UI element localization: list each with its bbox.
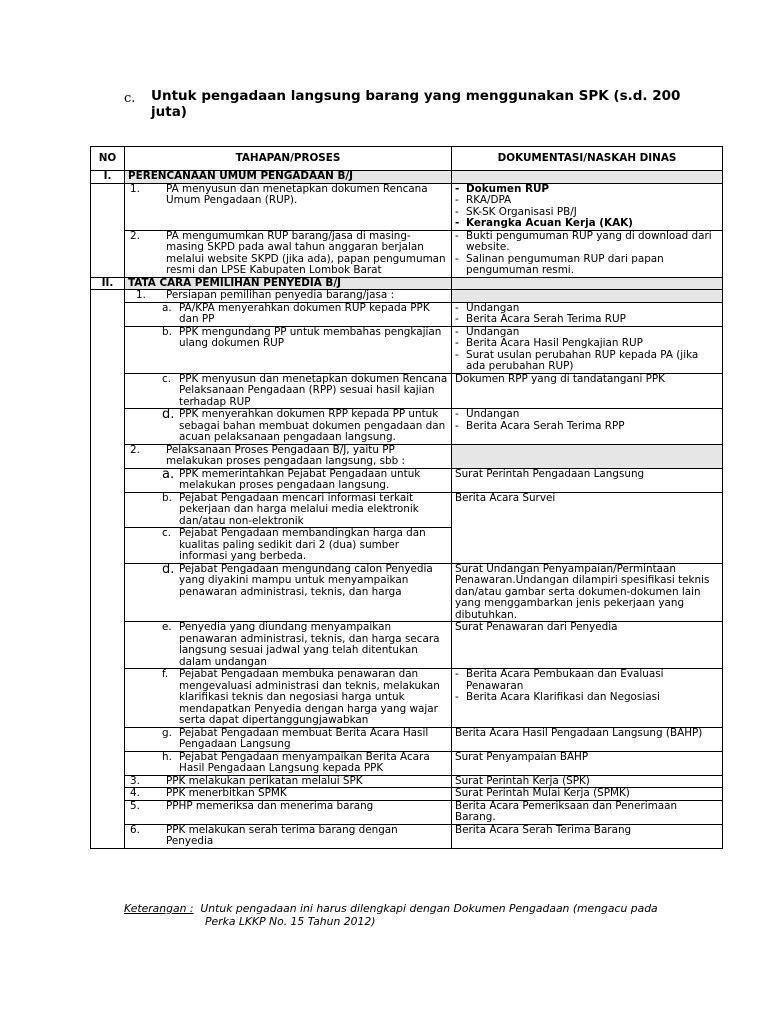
table-row [91,183,723,230]
doc-item: Undangan [466,325,520,338]
step-text: Pelaksanaan Proses Pengadaan B/J, yaitu PP melakukan proses pengadaan langsung, sbb : [166,443,406,467]
sub-letter: f. [162,668,169,680]
procedure-table [90,146,723,849]
doc-item: Undangan [466,408,520,420]
step-number: 1. [130,182,140,195]
table-row [91,326,723,373]
doc-item: Salinan pengumuman RUP dari papan pengumuman resmi. [466,252,664,276]
doc-item: Kerangka Acuan Kerja (KAK) [466,217,633,229]
doc-item: Berita Acara Serah Terima RPP [466,419,625,432]
doc-cell: Dokumen RPP yang di tandatangani PPK [452,373,723,409]
doc-cell: - Undangan - Berita Acara Serah Terima RPP [452,409,723,445]
section-row [91,171,723,184]
sub-cell [125,492,452,528]
sub-text: Pejabat Pengadaan mengundang calon Penyedia yang diyakini mampu untuk menyampaikan penawaran administrasi, teknis, dan harga [179,562,433,598]
table-row [91,563,723,622]
table-row [91,230,723,277]
sub-text: PPK mengundang PP untuk membahas pengkajian ulang dokumen RUP [179,325,442,349]
step-text: PA mengumumkan RUP barang/jasa di masing-masing SKPD pada awal tahun anggaran berjalan melalui website SKPD (jika ada), papan pengumuman resmi dan LPSE Kabupaten Lombok Barat [166,229,446,276]
doc-cell: Berita Acara Pemeriksaan dan Penerimaan Barang. [452,800,723,824]
step-text: PPK menerbitkan SPMK [166,787,287,799]
step-cell [125,824,452,848]
sub-cell [125,373,452,409]
doc-cell [452,290,723,303]
doc-item: Undangan [466,301,520,314]
doc-item: Berita Acara Serah Terima RUP [466,313,626,325]
step-cell [125,183,452,230]
sub-letter: b. [162,325,172,338]
step-cell [125,775,452,788]
step-cell [125,800,452,824]
doc-cell: Berita Acara Survei [452,492,723,563]
table-row [91,775,723,788]
footnote-line2: Perka LKKP No. 15 Tahun 2012) [205,914,376,928]
step-number: 2. [130,229,140,242]
table-row [91,669,723,728]
sub-text: Pejabat Pengadaan membandingkan harga dan kualitas paling sedikit dari 2 (dua) sumber informasi yang berbeda. [179,527,426,562]
table-row [91,622,723,669]
footnote [124,903,724,928]
doc-item: Berita Acara Hasil Pengkajian RUP [466,337,643,349]
section-title: TATA CARA PEMILIHAN PENYEDIA B/J [125,277,452,290]
sub-cell [125,326,452,373]
sub-cell [125,528,452,564]
header-tahapan: TAHAPAN/PROSES [125,147,452,171]
doc-cell: Berita Acara Hasil Pengadaan Langsung (BAHP) [452,727,723,751]
step-text: PPHP memeriksa dan menerima barang [166,799,374,812]
step-number: 2. [130,443,140,456]
step-cell [125,230,452,277]
table-row [91,302,723,326]
doc-cell [452,444,723,468]
table-row [91,409,723,445]
sub-text: Penyedia yang diundang menyampaikan penawaran administrasi, teknis, dan harga secara langsung sesuai jadwal yang telah ditentukan dalam undangan [179,621,440,668]
step-cell [125,290,452,303]
step-number: 3. [130,774,140,787]
sub-cell [125,409,452,445]
sub-letter: h. [162,750,172,763]
doc-cell: Surat Penyampaian BAHP [452,751,723,775]
sub-text: Pejabat Pengadaan mencari informasi terkait pekerjaan dan harga melalui media elektronik dan/atau non-elektronik [179,491,419,527]
sub-cell [125,563,452,622]
doc-cell: Surat Perintah Mulai Kerja (SPMK) [452,788,723,801]
doc-item: Surat usulan perubahan RUP kepada PA (jika ada perubahan RUP) [466,348,699,372]
doc-cell: Surat Undangan Penyampaian/Permintaan Penawaran.Undangan dilampiri spesifikasi teknis dan/atau gambar serta dokumen-dokumen lain yang menggambarkan jenis pekerjaan yang dibutuhkan. [452,563,723,622]
step-number: 5. [130,799,140,812]
sub-text: PPK menyusun dan menetapkan dokumen Rencana Pelaksanaan Pengadaan (RPP) sesuai hasil kajian terhadap RUP [179,372,448,408]
doc-cell: - Undangan - Berita Acara Serah Terima RUP [452,302,723,326]
sub-text: PA/KPA menyerahkan dokumen RUP kepada PPK dan PP [179,301,430,325]
doc-cell: - Berita Acara Pembukaan dan Evaluasi Penawaran - Berita Acara Klarifikasi dan Negosiasi [452,669,723,728]
doc-cell: - Undangan - Berita Acara Hasil Pengkajian RUP - Surat usulan perubahan RUP kepada PA (jika ada perubahan RUP) [452,326,723,373]
footnote-line1: Untuk pengadaan ini harus dilengkapi dengan Dokumen Pengadaan (mengacu pada [200,902,658,915]
sub-letter: a. [162,466,175,482]
sub-letter: e. [162,621,172,633]
sub-cell [125,302,452,326]
sub-cell [125,751,452,775]
doc-item: Bukti pengumuman RUP yang di download dari website. [466,229,712,253]
header-row [91,147,723,171]
doc-item: RKA/DPA [466,194,512,206]
header-no: NO [91,147,125,171]
no-cell [91,290,125,849]
header-dokumentasi: DOKUMENTASI/NASKAH DINAS [452,147,723,171]
step-number: 6. [130,823,140,836]
step-text: Persiapan pemilihan penyedia barang/jasa : [166,289,395,301]
sub-text: PPK memerintahkan Pejabat Pengadaan untuk melakukan proses pengadaan langsung. [179,467,421,491]
table-row [91,468,723,492]
sub-letter: d. [162,561,175,577]
sub-letter: c. [162,527,172,539]
doc-cell: Surat Penawaran dari Penyedia [452,622,723,669]
doc-cell: Surat Perintah Pengadaan Langsung [452,468,723,492]
table-row [91,824,723,848]
sub-letter: g. [162,726,172,739]
doc-cell: - Bukti pengumuman RUP yang di download dari website. - Salinan pengumuman RUP dari papan pengumuman resmi. [452,230,723,277]
section-doc-cell [452,277,723,290]
sub-cell [125,727,452,751]
step-cell [125,788,452,801]
doc-cell: - Dokumen RUP - RKA/DPA - SK-SK Organisasi PB/J - Kerangka Acuan Kerja (KAK) [452,183,723,230]
no-cell [91,183,125,277]
sub-letter: b. [162,491,172,504]
doc-cell: Berita Acara Serah Terima Barang [452,824,723,848]
doc-cell: Surat Perintah Kerja (SPK) [452,775,723,788]
sub-text: PPK menyerahkan dokumen RPP kepada PP untuk sebagai bahan membuat dokumen pengadaan dan acuan pelaksanaan pengadaan langsung. [179,408,446,443]
table-row [91,492,723,528]
heading-text: Untuk pengadaan langsung barang yang menggunakan SPK (s.d. 200 juta) [151,88,681,120]
step-number: 1. [136,289,146,301]
step-number: 4. [130,787,140,799]
heading-letter: c. [124,91,136,106]
section-row [91,277,723,290]
doc-item: Berita Acara Pembukaan dan Evaluasi Penawaran [466,668,664,692]
sub-text: Pejabat Pengadaan membuka penawaran dan mengevaluasi administrasi dan teknis, melakukan klarifikasi teknis dan negosiasi harga untuk mendapatkan Penyedia dengan harga yang wajar serta dapat dipertanggungjawabkan [179,668,440,726]
section-title: PERENCANAAN UMUM PENGADAAN B/J [125,171,452,184]
sub-letter: a. [162,301,172,314]
table-row [91,727,723,751]
doc-item: SK-SK Organisasi PB/J [466,205,577,218]
table-row [91,444,723,468]
section-doc-cell [452,171,723,184]
step-text: PA menyusun dan menetapkan dokumen Rencana Umum Pengadaan (RUP). [166,182,428,206]
sub-cell [125,468,452,492]
section-number: II. [91,277,125,290]
doc-item: Dokumen RUP [466,182,550,195]
table-row [91,800,723,824]
sub-text: Pejabat Pengadaan membuat Berita Acara Hasil Pengadaan Langsung [179,726,429,750]
sub-letter: c. [162,372,172,385]
sub-cell [125,669,452,728]
sub-letter: d. [162,407,175,422]
table-row [91,751,723,775]
table-row [91,373,723,409]
step-text: PPK melakukan perikatan melalui SPK [166,774,363,787]
table-row [91,290,723,303]
doc-item: Berita Acara Klarifikasi dan Negosiasi [466,691,660,703]
step-text: PPK melakukan serah terima barang dengan Penyedia [166,823,398,847]
sub-text: Pejabat Pengadaan menyampaikan Berita Acara Hasil Pengadaan Langsung kepada PPK [179,750,430,774]
footnote-label: Keterangan : [124,902,194,915]
step-cell [125,444,452,468]
section-number: I. [91,171,125,184]
sub-cell [125,622,452,669]
table-row [91,788,723,801]
